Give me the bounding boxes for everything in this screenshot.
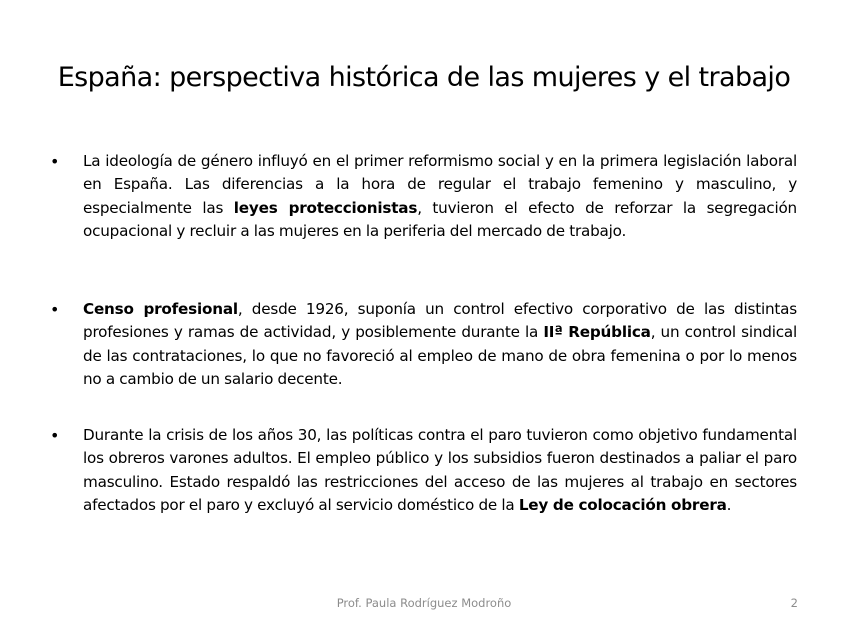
bullet-text-bold: Ley de colocación obrera xyxy=(518,495,727,514)
bullet-marker: • xyxy=(50,152,60,171)
bullet-text-bold: IIª República xyxy=(543,323,651,342)
bullet-marker: • xyxy=(50,426,60,445)
bullet-text-part: , desde 1926, suponía un control efectivo corporativo de las distintas profesiones y ramas de actividad, y posiblemente durante la xyxy=(83,300,797,342)
page-number: 2 xyxy=(790,596,798,610)
bullet-marker: • xyxy=(50,300,60,319)
bullet-text-part: , tuvieron el efecto de reforzar la segregación ocupacional y recluir a las mujeres en la periferia del mercado de trabajo. xyxy=(83,198,797,240)
bullet-text-part: Durante la crisis de los años 30, las políticas contra el paro tuvieron como objetivo fundamental los obreros varones adultos. El empleo público y los subsidios fueron destinados a paliar el paro masculino. Estado respaldó las restricciones del acceso de las mujeres al trabajo en sectores afectados por el paro y excluyó al servicio doméstico de la xyxy=(83,426,797,514)
bullet-text xyxy=(83,150,797,243)
bullet-text-part: La ideología de género influyó en el primer reformismo social y en la primera legislación laboral en España. Las diferencias a la hora de regular el trabajo femenino y masculino, y especialmente las xyxy=(83,152,797,217)
bullet-text xyxy=(83,424,797,517)
slide-footer: Prof. Paula Rodríguez Modroño xyxy=(336,596,512,610)
bullet-text-bold: Censo profesional xyxy=(83,300,238,318)
bullet-text-bold: leyes proteccionistas xyxy=(233,198,418,217)
bullet-text-part: , un control sindical de las contrataciones, lo que no favoreció al empleo de mano de obra femenina o por lo menos no a cambio de un salario decente. xyxy=(83,323,797,388)
bullet-text-part: . xyxy=(726,495,732,514)
slide-title: España: perspectiva histórica de las mujeres y el trabajo xyxy=(57,62,791,93)
bullet-text xyxy=(83,298,797,391)
